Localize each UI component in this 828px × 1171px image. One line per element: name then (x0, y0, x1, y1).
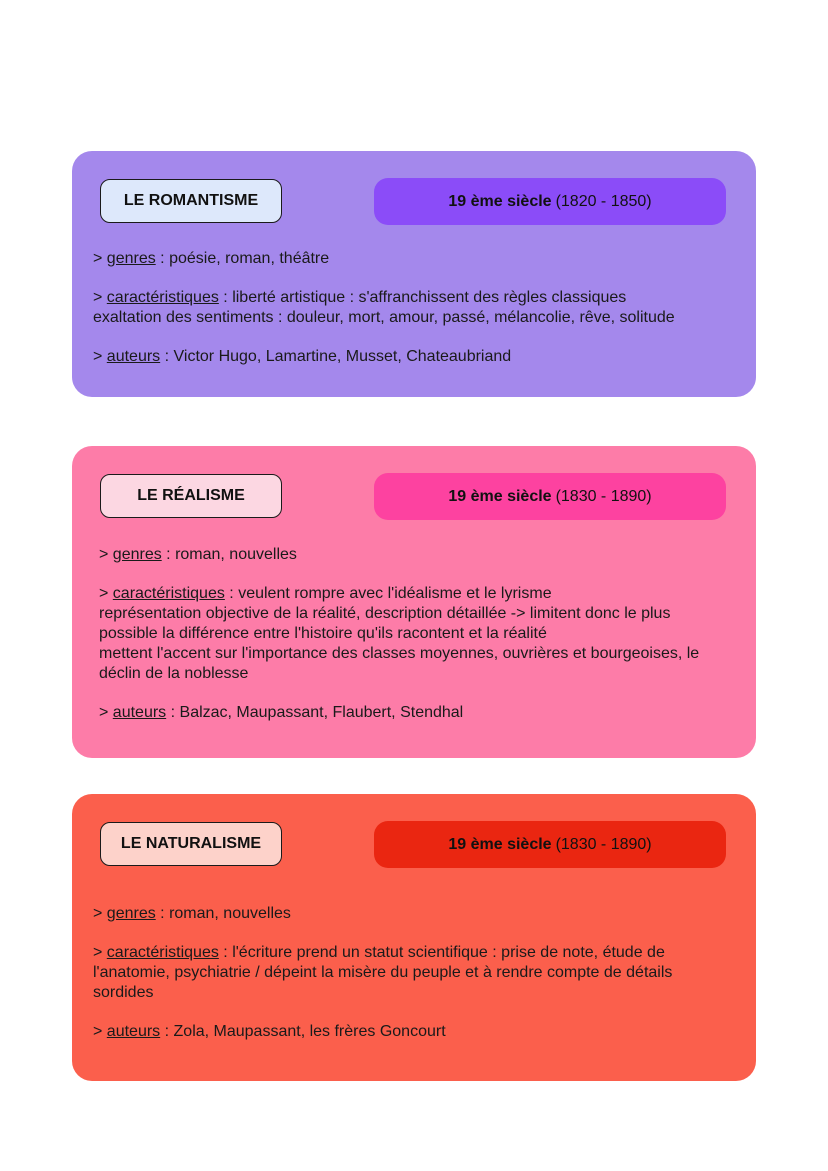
period-range: (1830 - 1890) (555, 835, 652, 853)
caracteristiques-line: liberté artistique : s'affranchissent des règles classiques (232, 289, 627, 306)
period-badge (374, 178, 726, 225)
caracteristiques-line: veulent rompre avec l'idéalisme et le lyrisme (238, 585, 552, 602)
movement-details (93, 904, 738, 1042)
caracteristiques-line: l'écriture prend un statut scientifique : prise de note, étude de (232, 944, 665, 961)
auteurs-value: Victor Hugo, Lamartine, Musset, Chateaubriand (173, 348, 512, 365)
genres-label: genres (106, 250, 156, 267)
period-badge (374, 821, 726, 868)
movement-card-realisme (72, 446, 756, 758)
caracteristiques-label: caractéristiques (106, 944, 219, 961)
caracteristiques-line: sordides (93, 984, 154, 1001)
caracteristiques-line: mettent l'accent sur l'importance des classes moyennes, ouvrières et bourgeoises, le (99, 645, 700, 662)
caracteristiques-label: caractéristiques (112, 585, 225, 602)
auteurs-label: auteurs (106, 1023, 161, 1040)
auteurs-value: Balzac, Maupassant, Flaubert, Stendhal (179, 704, 464, 721)
auteurs-line: > auteurs : Victor Hugo, Lamartine, Musset, Chateaubriand (93, 348, 512, 365)
caracteristiques-block: > caractéristiques : liberté artistique : s'affranchissent des règles classiques exaltation des sentiments : douleur, mort, amour, passé, mélancolie, rêve, solitude (93, 288, 738, 328)
genres-line: > genres : roman, nouvelles (99, 546, 297, 563)
genres-label: genres (112, 546, 162, 563)
genres-value: roman, nouvelles (169, 905, 291, 922)
caracteristiques-line: l'anatomie, psychiatrie / dépeint la misère du peuple et à rendre compte de détails (93, 964, 673, 981)
auteurs-label: auteurs (112, 704, 167, 721)
century-label: 19 ème siècle (448, 487, 552, 505)
period-range: (1820 - 1850) (555, 192, 652, 210)
period-badge (374, 473, 726, 520)
genres-label: genres (106, 905, 156, 922)
caracteristiques-block: > caractéristiques : veulent rompre avec l'idéalisme et le lyrisme représentation objective de la réalité, description détaillée -> limitent donc le plus possible la différence entre l'histoire qu'ils racontent et la réalité mettent l'accent sur l'importance des classes moyennes, ouvrières et bourgeoises, le déclin de la noblesse (99, 584, 738, 684)
caracteristiques-line: représentation objective de la réalité, description détaillée -> limitent donc le plus (99, 605, 671, 622)
auteurs-value: Zola, Maupassant, les frères Goncourt (173, 1023, 446, 1040)
caracteristiques-line: déclin de la noblesse (99, 665, 249, 682)
genres-value: poésie, roman, théâtre (169, 250, 330, 267)
caracteristiques-block: > caractéristiques : l'écriture prend un statut scientifique : prise de note, étude de l'anatomie, psychiatrie / dépeint la misère du peuple et à rendre compte de détails sordides (93, 943, 738, 1003)
auteurs-line: > auteurs : Balzac, Maupassant, Flaubert, Stendhal (99, 704, 464, 721)
auteurs-line: > auteurs : Zola, Maupassant, les frères Goncourt (93, 1023, 446, 1040)
movement-details (99, 545, 738, 723)
century-label: 19 ème siècle (448, 192, 552, 210)
movement-title: LE ROMANTISME (100, 179, 282, 223)
genres-line: > genres : poésie, roman, théâtre (93, 250, 330, 267)
movement-title: LE RÉALISME (100, 474, 282, 518)
genres-value: roman, nouvelles (175, 546, 297, 563)
movement-details (93, 249, 738, 367)
caracteristiques-line: exaltation des sentiments : douleur, mort, amour, passé, mélancolie, rêve, solitude (93, 309, 675, 326)
century-label: 19 ème siècle (448, 835, 552, 853)
caracteristiques-line: possible la différence entre l'histoire qu'ils racontent et la réalité (99, 625, 547, 642)
auteurs-label: auteurs (106, 348, 161, 365)
movement-card-naturalisme (72, 794, 756, 1081)
movement-title: LE NATURALISME (100, 822, 282, 866)
genres-line: > genres : roman, nouvelles (93, 905, 291, 922)
period-range: (1830 - 1890) (555, 487, 652, 505)
movement-card-romantisme (72, 151, 756, 397)
caracteristiques-label: caractéristiques (106, 289, 219, 306)
